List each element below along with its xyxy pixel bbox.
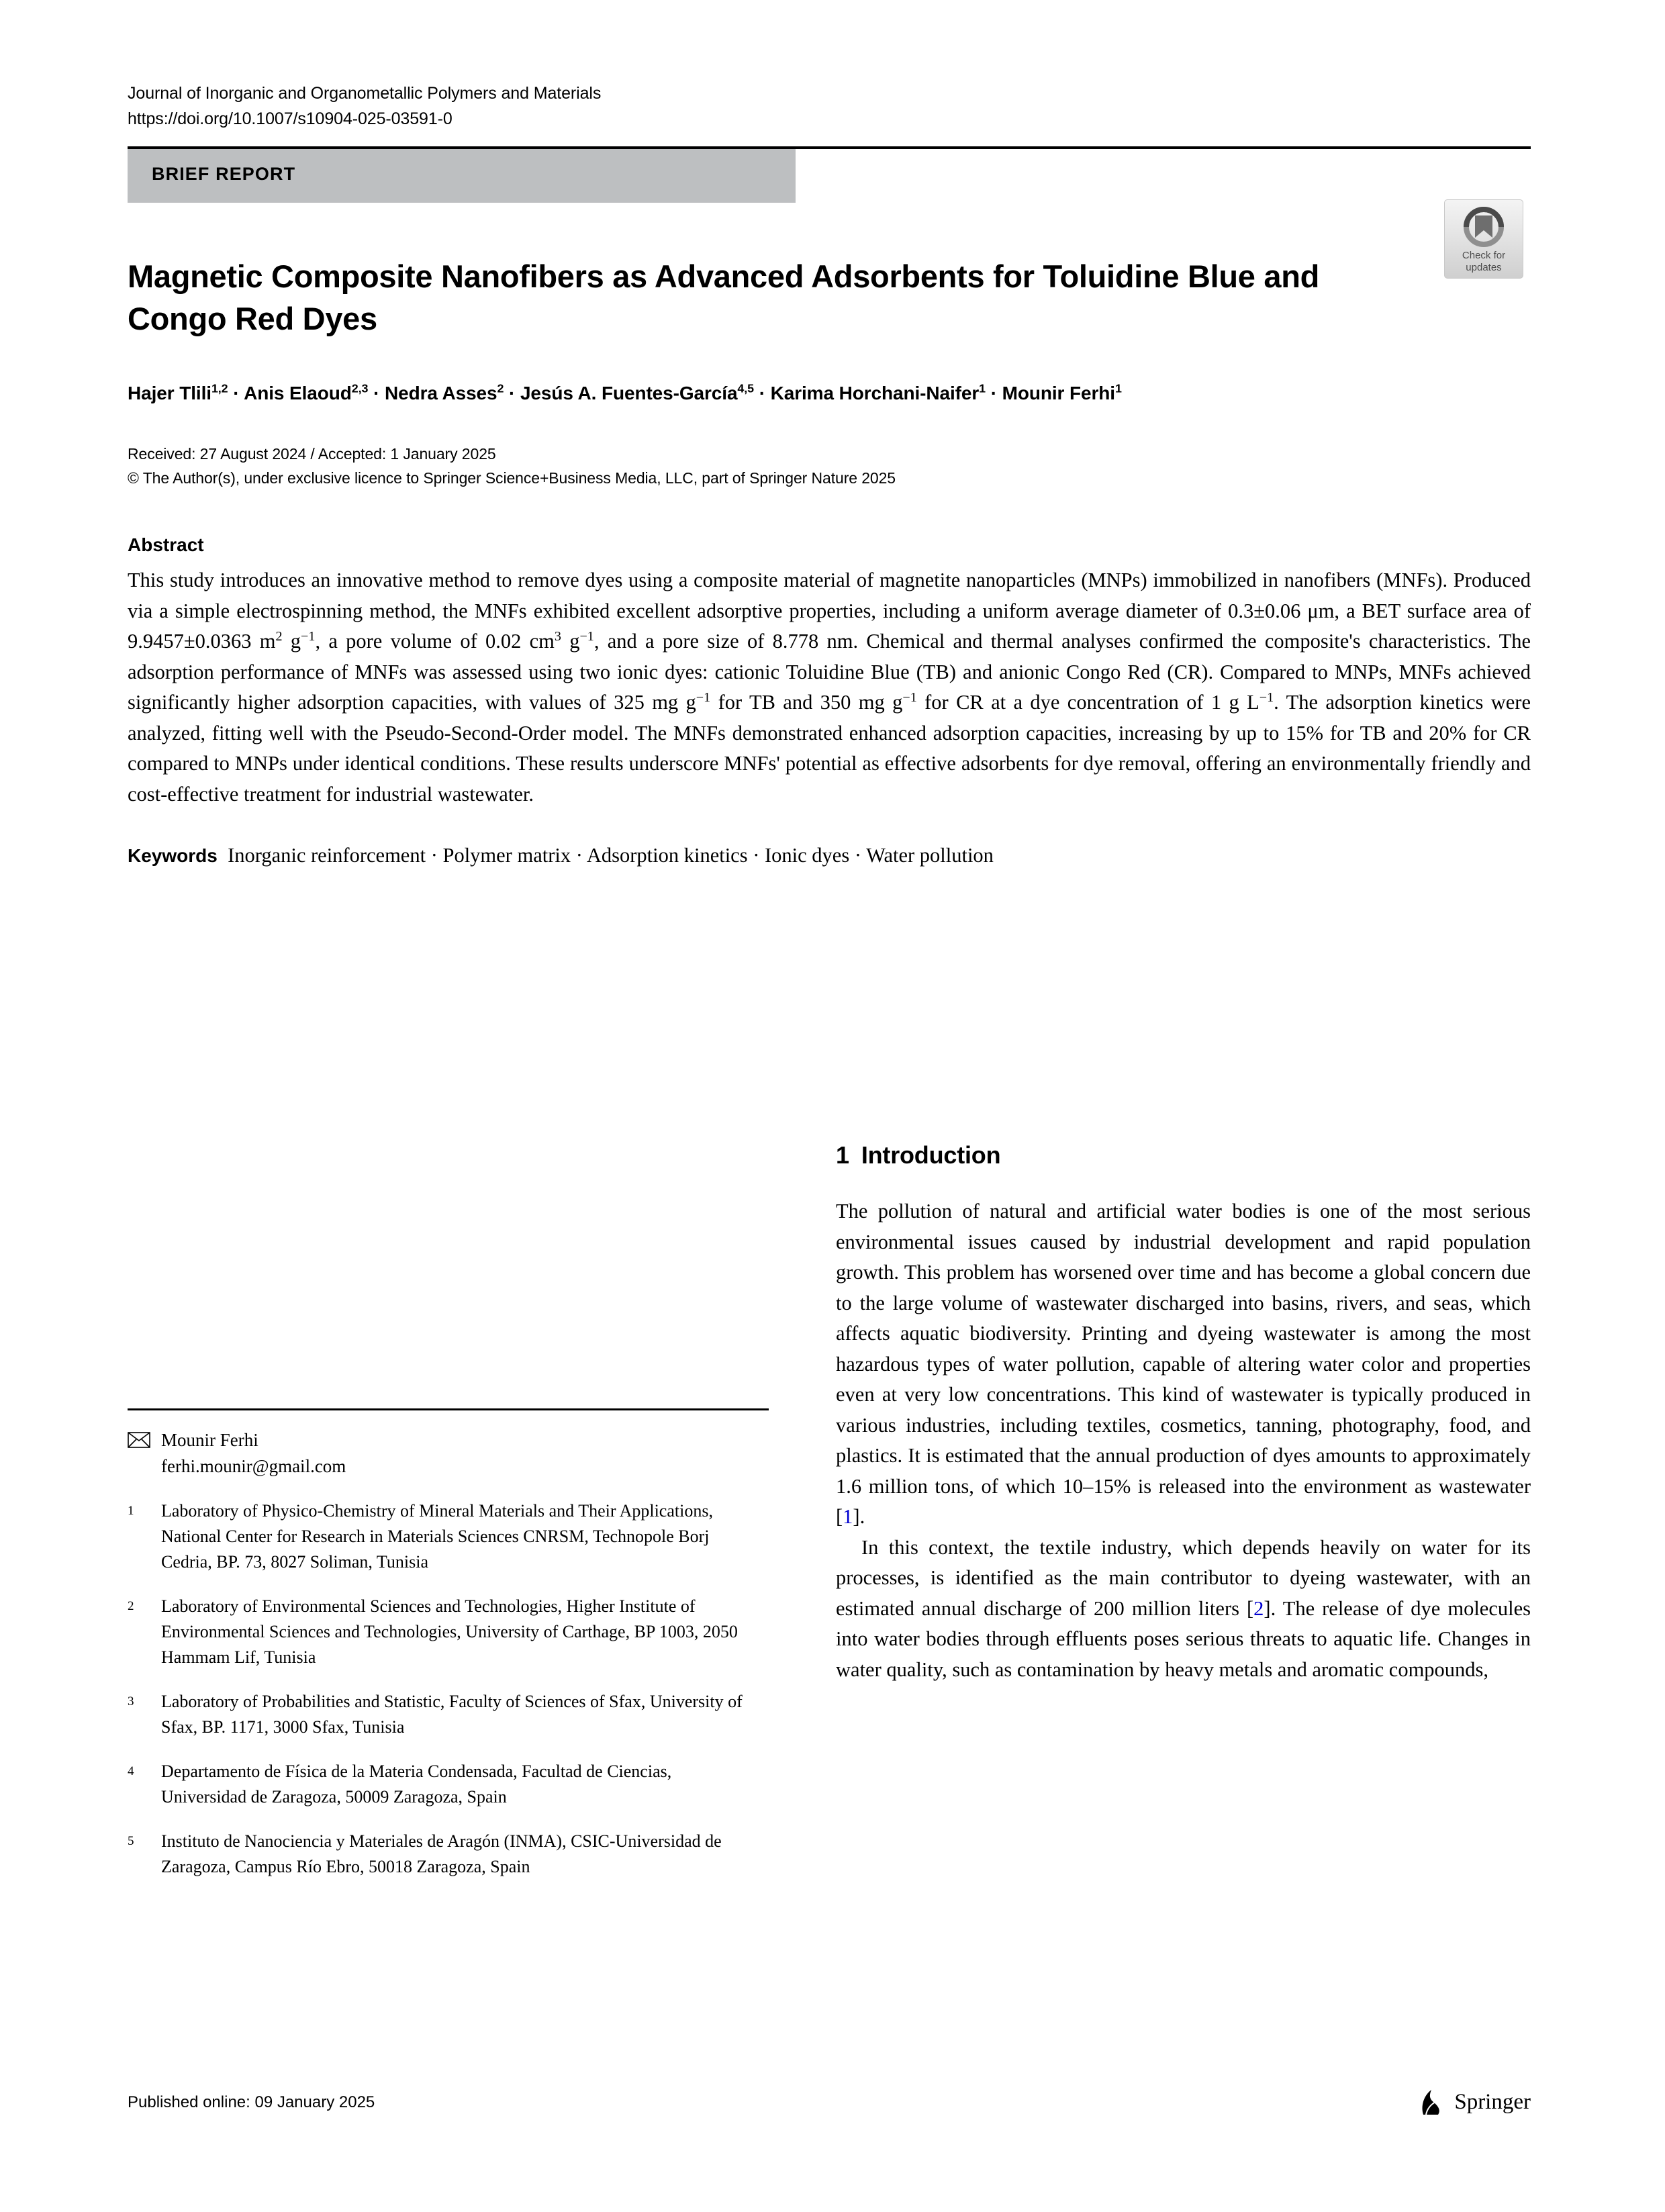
citation-link[interactable]: 1 <box>843 1505 853 1528</box>
crossmark-icon <box>1463 206 1505 248</box>
journal-doi[interactable]: https://doi.org/10.1007/s10904-025-03591-0 <box>128 109 453 128</box>
keyword-item[interactable]: Water pollution <box>866 844 994 867</box>
affiliation-number: 1 <box>128 1504 134 1518</box>
author-separator: · <box>754 383 771 403</box>
author-affiliation-marker: 2,3 <box>351 381 369 395</box>
affiliation-number: 2 <box>128 1599 134 1613</box>
author-entry[interactable] <box>385 383 504 403</box>
keyword-separator: · <box>854 844 862 867</box>
section-title: Introduction <box>861 1141 1001 1169</box>
author-affiliation-marker: 1 <box>979 381 986 395</box>
author-separator: · <box>986 383 1002 403</box>
check-for-updates-label <box>1445 250 1523 274</box>
section-number: 1 <box>836 1141 849 1169</box>
received-accepted: Received: 27 August 2024 / Accepted: 1 January 2025 <box>128 445 496 463</box>
abstract-superscript: −1 <box>301 628 316 644</box>
author-entry[interactable] <box>771 383 986 403</box>
abstract-superscript: −1 <box>696 689 711 705</box>
keyword-separator: · <box>575 844 583 867</box>
affiliation-item <box>128 1689 769 1740</box>
abstract-superscript: 3 <box>554 628 561 644</box>
section-heading <box>836 1141 1531 1169</box>
introduction-column <box>836 1141 1531 1685</box>
publication-info <box>128 442 1531 490</box>
keyword-separator: · <box>430 844 438 867</box>
keywords-line <box>128 840 1531 871</box>
paragraph-text: In this context, the textile industry, which depends heavily on water for its processes, is identified as the main contributor to dyeing wastewater, with an estimated annual discharge of 200 million liters [ <box>836 1535 1531 1620</box>
affiliation-text: Instituto de Nanociencia y Materiales de Aragón (INMA), CSIC-Universidad de Zaragoza, Campus Río Ebro, 50018 Zaragoza, Spain <box>161 1831 722 1876</box>
abstract-part: , and a pore size of 8.778 nm. Chemical and thermal analyses confirmed the composite's characteristics. The adsorption performance of MNFs was assessed using two ionic dyes: cationic Toluidine Blue (TB) and anionic Congo Red (CR). Compared to MNPs, MNFs achieved significantly higher adsorption capacities, with values of 325 mg g <box>128 630 1531 714</box>
abstract-part: This study introduces an innovative method to remove dyes using a composite material of magnetite nanoparticles (MNPs) immobilized in nanofibers (MNFs). Produced via a simple electrospinning method, the MNFs exhibited excellent adsorptive properties, including a uniform average diameter of 0.3±0.06 μm, a BET surface area of 9.9457±0.0363 m <box>128 569 1531 653</box>
journal-header <box>128 81 1531 132</box>
citation-link[interactable]: 2 <box>1253 1596 1264 1620</box>
springer-logo <box>1419 2088 1531 2116</box>
corresponding-author-email[interactable]: ferhi.mounir@gmail.com <box>161 1456 346 1476</box>
copyright-line: © The Author(s), under exclusive licence to Springer Science+Business Media, LLC, part of Springer Nature 2025 <box>128 469 896 487</box>
author-name: Hajer Tlili <box>128 383 211 403</box>
affiliation-item <box>128 1498 769 1575</box>
author-name: Jesús A. Fuentes-García <box>520 383 738 403</box>
correspondence-block <box>128 1427 769 1880</box>
author-name: Anis Elaoud <box>244 383 352 403</box>
author-entry[interactable] <box>520 383 754 403</box>
paragraph-text: ]. <box>853 1505 865 1528</box>
brief-report-label: BRIEF REPORT <box>152 164 296 184</box>
correspondence-divider <box>128 1408 769 1410</box>
author-name: Karima Horchani-Naifer <box>770 383 980 403</box>
keyword-item[interactable]: Ionic dyes <box>765 844 850 867</box>
author-separator: · <box>504 383 520 403</box>
springer-wordmark: Springer <box>1454 2089 1531 2114</box>
affiliation-text: Laboratory of Probabilities and Statistic, Faculty of Sciences of Sfax, University of Sfax, BP. 1171, 3000 Sfax, Tunisia <box>161 1692 743 1737</box>
crossmark-line1: Check for <box>1462 250 1506 261</box>
affiliation-item <box>128 1829 769 1880</box>
corresponding-author-name: Mounir Ferhi <box>161 1430 258 1450</box>
abstract-part: . The adsorption kinetics were analyzed, fitting well with the Pseudo-Second-Order model. The MNFs demonstrated enhanced adsorption capacities, increasing by up to 15% for TB and 20% for CR compared to MNPs under identical conditions. These results underscore MNFs' potential as effective adsorbents for dye removal, offering an environmentally friendly and cost-effective treatment for industrial wastewater. <box>128 691 1531 806</box>
author-affiliation-marker: 4,5 <box>737 381 755 395</box>
affiliation-number: 3 <box>128 1694 134 1709</box>
author-entry[interactable] <box>244 383 368 403</box>
keyword-item[interactable]: Inorganic reinforcement <box>228 844 426 867</box>
abstract-part: , a pore volume of 0.02 cm <box>315 630 555 653</box>
springer-mark-icon <box>1419 2088 1445 2116</box>
envelope-icon <box>128 1432 150 1448</box>
brief-report-badge <box>128 149 796 203</box>
crossmark-line2: updates <box>1466 262 1502 273</box>
keyword-item[interactable]: Polymer matrix <box>442 844 571 867</box>
author-name: Nedra Asses <box>384 383 497 403</box>
abstract-superscript: 2 <box>275 628 283 644</box>
abstract-part: for TB and 350 mg g <box>710 691 903 714</box>
author-affiliation-marker: 1,2 <box>211 381 228 395</box>
abstract-text <box>128 565 1531 810</box>
keywords-label: Keywords <box>128 845 218 866</box>
author-name: Mounir Ferhi <box>1002 383 1115 403</box>
intro-paragraph-2 <box>836 1533 1531 1686</box>
author-entry[interactable] <box>1002 383 1122 403</box>
abstract-heading: Abstract <box>128 534 204 555</box>
author-affiliation-marker: 2 <box>497 381 504 395</box>
affiliation-text: Laboratory of Environmental Sciences and Technologies, Higher Institute of Environmental Sciences and Technologies, University of Carthage, BP 1003, 2050 Hammam Lif, Tunisia <box>161 1596 738 1667</box>
paragraph-text: ]. The release of dye molecules into water bodies through effluents poses serious threats to aquatic life. Changes in water quality, such as contamination by heavy metals and aromatic compounds, <box>836 1596 1531 1681</box>
keyword-separator: · <box>753 844 760 867</box>
page-header-frame <box>128 81 1531 871</box>
abstract-superscript: −1 <box>579 628 594 644</box>
affiliation-number: 4 <box>128 1764 134 1778</box>
affiliation-text: Departamento de Física de la Materia Condensada, Facultad de Ciencias, Universidad de Zaragoza, 50009 Zaragoza, Spain <box>161 1762 672 1807</box>
paragraph-text: The pollution of natural and artificial water bodies is one of the most serious environmental issues caused by industrial development and rapid population growth. This problem has worsened over time and has become a global concern due to the large volume of wastewater discharged into basins, rivers, and seas, which affects aquatic biodiversity. Printing and dyeing wastewater is among the most hazardous types of water pollution, capable of altering water color and properties even at very low concentrations. This kind of wastewater is typically produced in various industries, including textiles, cosmetics, tanning, photography, food, and plastics. It is estimated that the annual production of dyes amounts to approximately 1.6 million tons, of which 10–15% is released into the environment as wastewater [ <box>836 1200 1531 1528</box>
author-entry[interactable] <box>128 383 228 403</box>
author-affiliation-marker: 1 <box>1114 381 1122 395</box>
author-separator: · <box>228 383 244 403</box>
author-list <box>128 380 1531 407</box>
keyword-item[interactable]: Adsorption kinetics <box>586 844 748 867</box>
affiliation-item <box>128 1594 769 1670</box>
affiliation-text: Laboratory of Physico-Chemistry of Mineral Materials and Their Applications, National Center for Research in Materials Sciences CNRSM, Technopole Borj Cedria, BP. 73, 8027 Soliman, Tunisia <box>161 1501 713 1572</box>
abstract-part: g <box>561 630 580 653</box>
abstract-part: g <box>282 630 301 653</box>
published-online-date: Published online: 09 January 2025 <box>128 2093 375 2111</box>
abstract-superscript: −1 <box>1259 689 1274 705</box>
correspondence-column <box>128 1141 769 2068</box>
abstract-part: for CR at a dye concentration of 1 g L <box>916 691 1259 714</box>
check-for-updates-badge[interactable] <box>1444 199 1523 279</box>
abstract-superscript: −1 <box>902 689 917 705</box>
article-type-row <box>128 149 1531 207</box>
intro-paragraph-1 <box>836 1196 1531 1533</box>
journal-name: Journal of Inorganic and Organometallic Polymers and Materials <box>128 84 602 103</box>
page-footer <box>128 2088 1531 2135</box>
author-separator: · <box>368 383 385 403</box>
page-title: Magnetic Composite Nanofibers as Advanced Adsorbents for Toluidine Blue and Congo Red Dyes <box>128 258 1320 336</box>
affiliation-item <box>128 1759 769 1810</box>
corresponding-author <box>128 1427 769 1453</box>
affiliation-number: 5 <box>128 1834 134 1848</box>
two-column-region <box>128 1141 1531 2068</box>
